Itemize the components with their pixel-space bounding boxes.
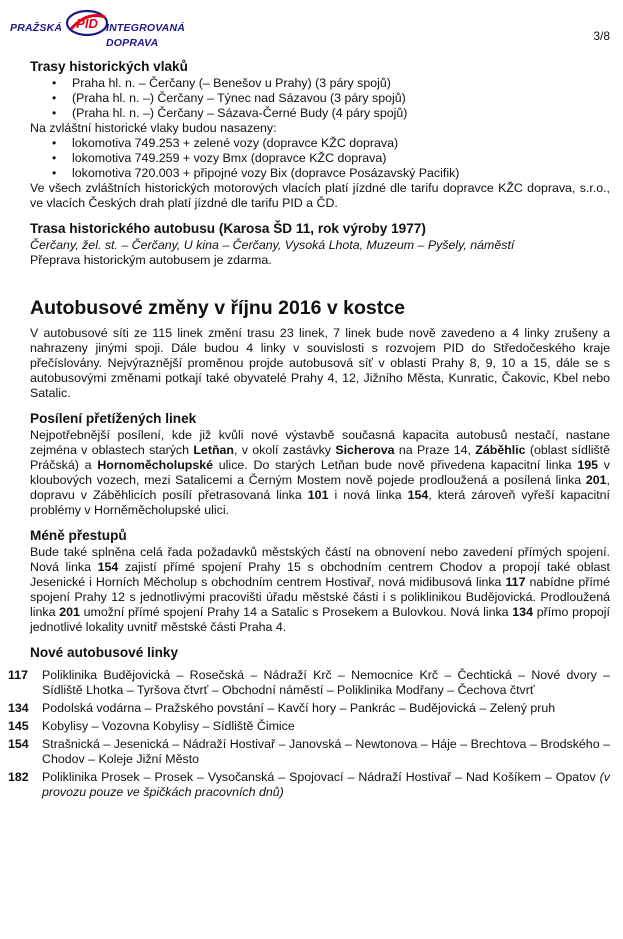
table-row <box>8 668 610 698</box>
newlines-heading: Nové autobusové linky <box>30 645 179 660</box>
reinforce-paragraph: Nejpotřebnější posílení, kde již kvůli nové výstavbě současná kapacita autobusů nestačí, nastane zejména v oblastech starých Letňan, v okolí zastávky Sicherova na Praze 14, Záběhlic (oblast sídliště Práčská) a Hornoměcholupské ulice. Do starých Letňan bude nově přivedena kapacitní linka 195 v kloubových vozech, mezi Satalicemi a Černým Mostem nově pojede prodloužená a posílená linka 201, dopravu v Záběhlicích posílí přetrasovaná linka 101 i nová linka 154, která zároveň vyřeší kapacitní problémy v Horněměcholupské ulici. <box>30 428 611 517</box>
logo-left-text: PRAŽSKÁ <box>10 22 63 34</box>
list-item: • (Praha hl. n. –) Čerčany – Týnec nad Sázavou (3 páry spojů) <box>50 91 610 106</box>
table-row <box>8 770 610 800</box>
page-number: 3/8 <box>593 29 610 43</box>
transfers-paragraph: Bude také splněna celá řada požadavků městských částí na obnovení nebo zavedení přímých spojení. Nová linka 154 zajistí přímé spojení Prahy 15 s obchodním centrem Chodov a propojí také oblast Jesenické i Horních Měcholup s obchodním centrem Hostivař, nová midibusová linka 117 nabídne přímé spojení Prahy 12 s jednotlivými pracovišti úřadu městské části i s poliklinikou Budějovická. Prodloužená linka 201 umožní přímé spojení Prahy 14 a Satalic s Prosekem a Bulovkou. Nová linka 134 přímo propojí jednotlivé lokality uvnitř městské části Praha 4. <box>30 545 610 634</box>
line-route: Poliklinika Budějovická – Rosečská – Nádraží Krč – Nemocnice Krč – Čechtická – Nové dvory – Sídliště Lhotka – Tyršova čtvrť – Obchodní náměstí – Poliklinika Modřany – Čechova čtvrť <box>42 668 610 697</box>
changes-intro: V autobusové síti ze 115 linek změní trasu 23 linek, 7 linek bude nově zavedeno a 4 linky zrušeny a nahrazeny jinými spoji. Dále budou 4 linky v souvislosti s rozvojem PID do Středočeského kraje přečíslovány. Nejvýraznější proměnou projde autobusová síť v oblasti Prahy 8, 9, 10 a 15, dále se s autobusovými změnami potkají také obyvatelé Prahy 4, 12, Jižního Města, Kunratic, Čakovic, Kbel nebo Satalic. <box>30 326 610 400</box>
bus-route: Čerčany, žel. st. – Čerčany, U kina – Čerčany, Vysoká Lhota, Muzeum – Pyšely, náměstí <box>30 238 515 252</box>
line-number: 154 <box>8 737 29 751</box>
table-row <box>8 719 610 734</box>
line-route: Poliklinika Prosek – Prosek – Vysočanská – Spojovací – Nádraží Hostivař – Nad Košíkem – Opatov (v provozu pouze ve špičkách pracovních dnů) <box>42 770 610 799</box>
list-item: • lokomotiva 749.259 + vozy Bmx (dopravce KŽC doprava) <box>50 151 610 166</box>
trains-heading: Trasy historických vlaků <box>30 59 188 74</box>
train-vehicles-list <box>50 136 610 181</box>
logo-right-text: INTEGROVANÁ DOPRAVA <box>106 22 186 49</box>
reinforce-heading: Posílení přetížených linek <box>30 411 197 426</box>
line-number: 145 <box>8 719 29 733</box>
page-header <box>10 9 610 49</box>
list-item: • lokomotiva 749.253 + zelené vozy (dopravce KŽC doprava) <box>50 136 610 151</box>
line-route: Strašnická – Jesenická – Nádraží Hostivař – Janovská – Newtonova – Háje – Brechtova – Brodského – Chodov – Koleje Jižní Město <box>42 737 610 766</box>
new-lines-list <box>8 668 610 800</box>
pid-logo-mark-icon <box>65 9 109 37</box>
line-number: 182 <box>8 770 29 784</box>
line-number: 134 <box>8 701 29 715</box>
train-routes-list <box>50 76 610 121</box>
line-route: Kobylisy – Vozovna Kobylisy – Sídliště Čimice <box>42 719 295 733</box>
table-row <box>8 701 610 716</box>
list-item: • (Praha hl. n. –) Čerčany – Sázava-Černé Budy (4 páry spojů) <box>50 106 610 121</box>
line-route: Podolská vodárna – Pražského povstání – Kavčí hory – Pankrác – Budějovická – Zelený pruh <box>42 701 556 715</box>
bus-note: Přeprava historickým autobusem je zdarma. <box>30 253 272 267</box>
line-number: 117 <box>8 668 28 682</box>
tariff-note: Ve všech zvláštních historických motorových vlacích platí jízdné dle tarifu dopravce KŽC doprava, s.r.o., ve vlacích Českých drah platí jízdné dle tarifu PID a ČD. <box>30 181 610 210</box>
table-row <box>8 737 610 767</box>
vehicles-intro: Na zvláštní historické vlaky budou nasazeny: <box>30 121 277 135</box>
pid-logo <box>10 9 225 49</box>
changes-heading: Autobusové změny v říjnu 2016 v kostce <box>30 297 405 319</box>
list-item: • lokomotiva 720.003 + připojné vozy Bix (dopravce Posázavský Pacifik) <box>50 166 610 181</box>
transfers-heading: Méně přestupů <box>30 528 127 543</box>
document-body <box>8 58 611 803</box>
svg-text:PID: PID <box>76 16 98 31</box>
list-item: • Praha hl. n. – Čerčany (– Benešov u Prahy) (3 páry spojů) <box>50 76 610 91</box>
bus-heading: Trasa historického autobusu (Karosa ŠD 11, rok výroby 1977) <box>30 221 426 236</box>
